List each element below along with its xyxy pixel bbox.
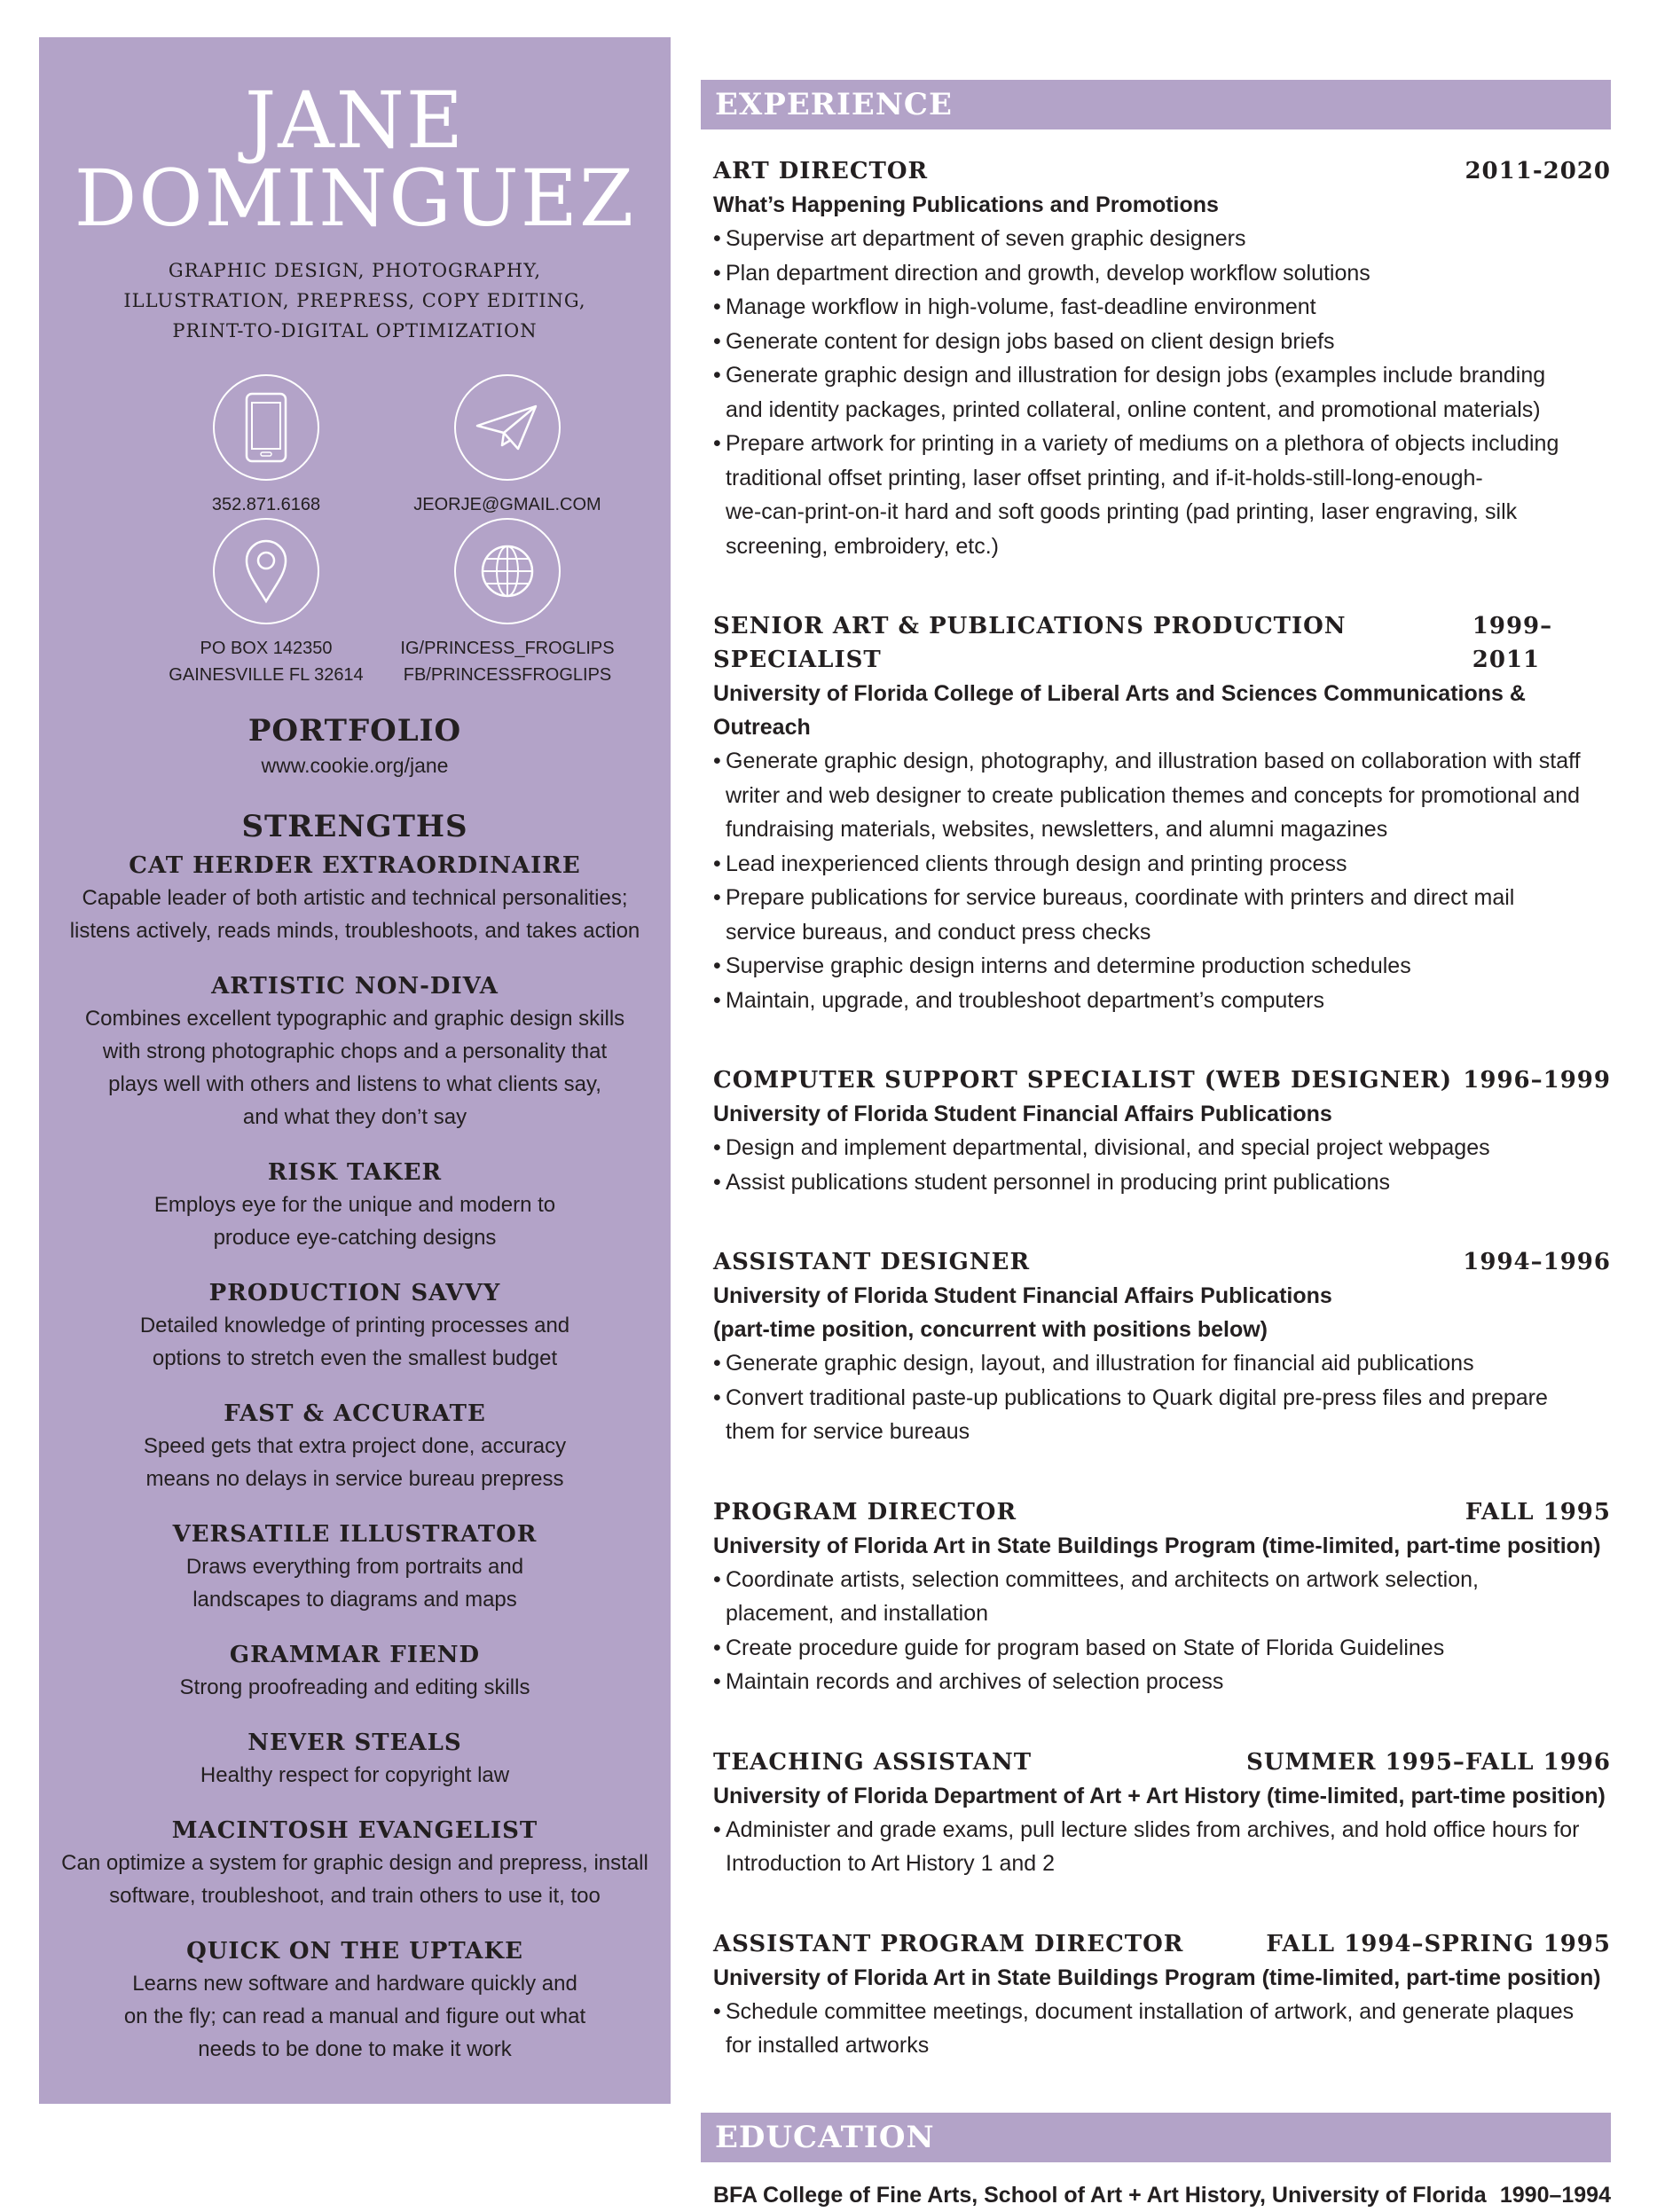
phone-icon <box>213 374 319 481</box>
strength-description-line: needs to be done to make it work <box>198 2037 512 2061</box>
job-entry <box>713 1927 1611 2063</box>
strength-description-line: listens actively, reads minds, troubleshoots, and takes action <box>69 919 640 943</box>
duty-item <box>713 744 1611 847</box>
strength-title: NEVER STEALS <box>247 1730 462 1756</box>
job-duties <box>713 1813 1611 1881</box>
duty-item <box>713 984 1611 1018</box>
strength-item <box>39 1518 671 1616</box>
job-entry <box>713 154 1611 563</box>
duty-line: • Prepare publications for service bureaus, coordinate with printers and direct mail <box>726 885 1515 910</box>
paper-plane-icon <box>454 374 561 481</box>
strength-item <box>39 1935 671 2066</box>
job-header <box>713 1927 1611 1961</box>
strength-item <box>39 850 671 947</box>
strength-title: VERSATILE ILLUSTRATOR <box>172 1521 538 1548</box>
duty-item <box>713 1563 1611 1631</box>
strength-title: GRAMMAR FIEND <box>229 1642 481 1668</box>
phone-number[interactable]: 352.871.6168 <box>211 495 321 514</box>
strength-description-line: Healthy respect for copyright law <box>200 1763 510 1787</box>
strength-description-line: software, troubleshoot, and train others to use it, too <box>109 1884 601 1908</box>
job-organization: University of Florida Student Financial Affairs Publications <box>713 1283 1332 1308</box>
duty-line: • Plan department direction and growth, develop workflow solutions <box>726 260 1370 286</box>
strength-description-line: Draws everything from portraits and <box>185 1555 524 1579</box>
strength-description <box>39 1847 671 1912</box>
name-line-last: DOMINGUEZ <box>74 153 636 244</box>
experience-heading: EXPERIENCE <box>701 80 1611 129</box>
duty-item <box>713 1995 1611 2063</box>
duty-line: Introduction to Art History 1 and 2 <box>726 1851 1056 1876</box>
job-header <box>713 1745 1611 1779</box>
duty-line: • Supervise graphic design interns and determine production schedules <box>726 953 1411 978</box>
job-duties <box>713 222 1611 563</box>
strength-description <box>39 882 671 947</box>
name-line-first: JANE <box>244 75 466 166</box>
duty-line: • Manage workflow in high-volume, fast-deadline environment <box>726 294 1316 319</box>
degree: BFA College of Fine Arts, School of Art + Art History, University of Florida <box>713 2182 1487 2208</box>
job-duties <box>713 1563 1611 1699</box>
strength-description <box>39 1550 671 1616</box>
education-heading: EDUCATION <box>701 2113 1611 2162</box>
strength-description <box>39 1188 671 1254</box>
duty-item <box>713 290 1611 325</box>
duty-line: • Design and implement departmental, divisional, and special project webpages <box>726 1135 1490 1160</box>
duty-line: • Generate content for design jobs based on client design briefs <box>726 328 1335 354</box>
strength-item <box>39 1639 671 1704</box>
job-entry <box>713 1745 1611 1881</box>
strength-description <box>39 1967 671 2066</box>
education-entry <box>713 2178 1611 2212</box>
strengths-list <box>39 850 671 2066</box>
strength-description-line: means no delays in service bureau prepress <box>145 1467 564 1491</box>
job-dates: SUMMER 1995–FALL 1996 <box>1246 1748 1611 1776</box>
job-title: COMPUTER SUPPORT SPECIALIST (WEB DESIGNER) <box>713 1067 1453 1094</box>
duty-item <box>713 1346 1611 1381</box>
job-organization: University of Florida Art in State Buildings Program (time-limited, part-time position) <box>713 1965 1601 1990</box>
duty-line: screening, embroidery, etc.) <box>726 533 999 559</box>
job-header <box>713 1495 1611 1529</box>
strength-item <box>39 970 671 1133</box>
strength-description-line: Capable leader of both artistic and technical personalities; <box>82 886 628 910</box>
job-dates: 1996–1999 <box>1463 1067 1611 1094</box>
strength-description <box>39 1430 671 1495</box>
strength-description-line: produce eye-catching designs <box>213 1226 497 1250</box>
job-dates: FALL 1994–SPRING 1995 <box>1266 1930 1611 1957</box>
job-organization: University of Florida Department of Art + Art History (time-limited, part-time position) <box>713 1783 1606 1808</box>
duty-item <box>713 847 1611 882</box>
duty-item <box>713 949 1611 984</box>
job-title: TEACHING ASSISTANT <box>713 1748 1033 1776</box>
strength-title: ARTISTIC NON-DIVA <box>211 973 499 1000</box>
job-duties <box>713 744 1611 1017</box>
address-line: GAINESVILLE FL 32614 <box>169 665 364 685</box>
duty-line: them for service bureaus <box>726 1419 970 1444</box>
strength-title: QUICK ON THE UPTAKE <box>186 1938 523 1965</box>
strength-description-line: Can optimize a system for graphic design and prepress, install <box>61 1851 648 1875</box>
job-title: ASSISTANT PROGRAM DIRECTOR <box>713 1930 1184 1957</box>
strength-description-line: Speed gets that extra project done, accuracy <box>143 1434 567 1458</box>
duty-line: • Maintain, upgrade, and troubleshoot department’s computers <box>726 987 1324 1013</box>
email-address[interactable]: JEORJE@GMAIL.COM <box>413 495 601 514</box>
strength-description-line: Employs eye for the unique and modern to <box>153 1193 556 1217</box>
contact-address <box>133 518 399 688</box>
job-organization: (part-time position, concurrent with positions below) <box>713 1317 1268 1342</box>
duty-line: • Coordinate artists, selection committees, and architects on artwork selection, <box>726 1566 1479 1592</box>
duty-line: • Assist publications student personnel in producing print publications <box>726 1169 1391 1195</box>
duty-item <box>713 1381 1611 1449</box>
job-title: ASSISTANT DESIGNER <box>713 1249 1031 1275</box>
job-dates: 2011-2020 <box>1465 158 1611 184</box>
strength-description-line: landscapes to diagrams and maps <box>192 1588 517 1612</box>
duty-item <box>713 325 1611 359</box>
main-content <box>701 80 1611 2212</box>
duty-line: • Supervise art department of seven graphic designers <box>726 226 1246 251</box>
strength-description-line: Learns new software and hardware quickly and <box>132 1972 577 1996</box>
portfolio-link[interactable]: www.cookie.org/jane <box>261 754 449 777</box>
strength-description-line: options to stretch even the smallest budget <box>152 1346 558 1370</box>
job-dates: 1999–2011 <box>1472 613 1553 673</box>
skills-line: GRAPHIC DESIGN, PHOTOGRAPHY, <box>168 260 542 281</box>
sidebar <box>39 37 671 2104</box>
address <box>133 635 399 688</box>
skills-summary <box>39 255 671 346</box>
job-organization: What’s Happening Publications and Promotions <box>713 192 1219 217</box>
job-organization: University of Florida Art in State Buildings Program (time-limited, part-time position) <box>713 1533 1601 1558</box>
duty-item <box>713 1631 1611 1666</box>
contact-phone <box>133 374 399 518</box>
globe-icon <box>454 518 561 624</box>
strength-title: CAT HERDER EXTRAORDINAIRE <box>129 852 581 879</box>
instagram-handle[interactable]: IG/PRINCESS_FROGLIPS <box>400 639 615 658</box>
strength-description <box>39 1671 671 1704</box>
facebook-handle[interactable]: FB/PRINCESSFROGLIPS <box>403 665 612 685</box>
strength-item <box>39 1398 671 1495</box>
skills-line: PRINT-TO-DIGITAL OPTIMIZATION <box>172 320 538 341</box>
duty-line: • Prepare artwork for printing in a variety of mediums on a plethora of objects including <box>726 431 1559 456</box>
job-dates: FALL 1995 <box>1465 1498 1611 1526</box>
duty-item <box>713 1813 1611 1881</box>
duty-line: traditional offset printing, laser offset printing, and if-it-holds-still-long-enough- <box>726 465 1483 490</box>
job-header <box>713 1245 1611 1279</box>
job-duties <box>713 1346 1611 1449</box>
job-organization: University of Florida College of Liberal Arts and Sciences Communications & Outreach <box>713 681 1526 740</box>
strength-title: MACINTOSH EVANGELIST <box>171 1817 538 1844</box>
duty-item <box>713 427 1611 563</box>
skills-line: ILLUSTRATION, PREPRESS, COPY EDITING, <box>123 290 586 311</box>
duty-line: • Schedule committee meetings, document installation of artwork, and generate plaques <box>726 1998 1575 2024</box>
strength-title: PRODUCTION SAVVY <box>208 1280 501 1306</box>
strength-description <box>39 1309 671 1375</box>
experience-list <box>701 154 1611 2063</box>
duty-line: • Generate graphic design and illustration for design jobs (examples include branding <box>726 363 1546 388</box>
strength-description-line: with strong photographic chops and a personality that <box>102 1039 608 1063</box>
duty-line: • Maintain records and archives of selection process <box>726 1669 1224 1694</box>
duty-item <box>713 358 1611 427</box>
duty-line: writer and web designer to create publication themes and concepts for promotional and <box>726 782 1581 808</box>
job-header <box>713 1063 1611 1097</box>
social-handles <box>374 635 640 688</box>
job-dates: 1994–1996 <box>1463 1249 1611 1275</box>
portfolio-heading: PORTFOLIO <box>247 713 462 749</box>
strength-item <box>39 1727 671 1792</box>
job-title: PROGRAM DIRECTOR <box>713 1498 1017 1526</box>
job-header <box>713 609 1611 677</box>
strength-description-line: Strong proofreading and editing skills <box>179 1675 530 1699</box>
duty-line: and identity packages, printed collateral, online content, and promotional materials) <box>726 396 1541 422</box>
duty-line: • Lead inexperienced clients through design and printing process <box>726 851 1347 876</box>
duty-line: for installed artworks <box>726 2033 930 2058</box>
strength-description-line: on the fly; can read a manual and figure out what <box>123 2004 586 2028</box>
duty-line: fundraising materials, websites, newsletters, and alumni magazines <box>726 817 1388 842</box>
map-pin-icon <box>213 518 319 624</box>
duty-item <box>713 881 1611 949</box>
job-duties <box>713 1995 1611 2063</box>
job-title: SENIOR ART & PUBLICATIONS PRODUCTION SPECIALIST <box>713 613 1347 673</box>
duty-line: • Generate graphic design, layout, and illustration for financial aid publications <box>726 1351 1474 1376</box>
contact-email <box>374 374 640 518</box>
name-heading <box>39 75 671 244</box>
duty-line: placement, and installation <box>726 1601 989 1626</box>
strength-description <box>39 1759 671 1792</box>
job-duties <box>713 1131 1611 1199</box>
contact-social <box>374 518 640 688</box>
strength-description-line: and what they don’t say <box>242 1105 467 1129</box>
strength-item <box>39 1815 671 1912</box>
strength-description <box>39 1002 671 1133</box>
job-entry <box>713 1063 1611 1199</box>
strength-title: FAST & ACCURATE <box>224 1400 486 1427</box>
education-dates: 1990–1994 <box>1499 2182 1611 2208</box>
duty-item <box>713 256 1611 291</box>
duty-line: • Generate graphic design, photography, and illustration based on collaboration with staff <box>726 749 1581 773</box>
job-header <box>713 154 1611 188</box>
duty-item <box>713 1165 1611 1200</box>
duty-item <box>713 1131 1611 1165</box>
strength-item <box>39 1157 671 1254</box>
job-entry <box>713 1495 1611 1699</box>
duty-line: • Create procedure guide for program based on State of Florida Guidelines <box>726 1635 1445 1660</box>
duty-line: service bureaus, and conduct press checks <box>726 919 1151 945</box>
duty-item <box>713 222 1611 256</box>
job-entry <box>713 609 1611 1017</box>
duty-line: • Administer and grade exams, pull lecture slides from archives, and hold office hours for <box>726 1816 1580 1842</box>
strength-item <box>39 1277 671 1375</box>
address-line: PO BOX 142350 <box>200 639 333 658</box>
job-organization: University of Florida Student Financial Affairs Publications <box>713 1102 1332 1126</box>
strength-title: RISK TAKER <box>267 1159 443 1186</box>
strength-description-line: Combines excellent typographic and graphic design skills <box>84 1007 625 1031</box>
strength-description-line: plays well with others and listens to what clients say, <box>108 1072 601 1096</box>
duty-line: we-can-print-on-it hard and soft goods printing (pad printing, laser engraving, silk <box>726 499 1518 524</box>
contact-grid <box>39 374 671 711</box>
strength-description-line: Detailed knowledge of printing processes and <box>139 1314 570 1337</box>
strengths-heading: STRENGTHS <box>241 809 468 844</box>
job-entry <box>713 1245 1611 1449</box>
duty-line: • Convert traditional paste-up publications to Quark digital pre-press files and prepare <box>726 1384 1548 1410</box>
duty-item <box>713 1665 1611 1699</box>
job-title: ART DIRECTOR <box>713 158 929 184</box>
